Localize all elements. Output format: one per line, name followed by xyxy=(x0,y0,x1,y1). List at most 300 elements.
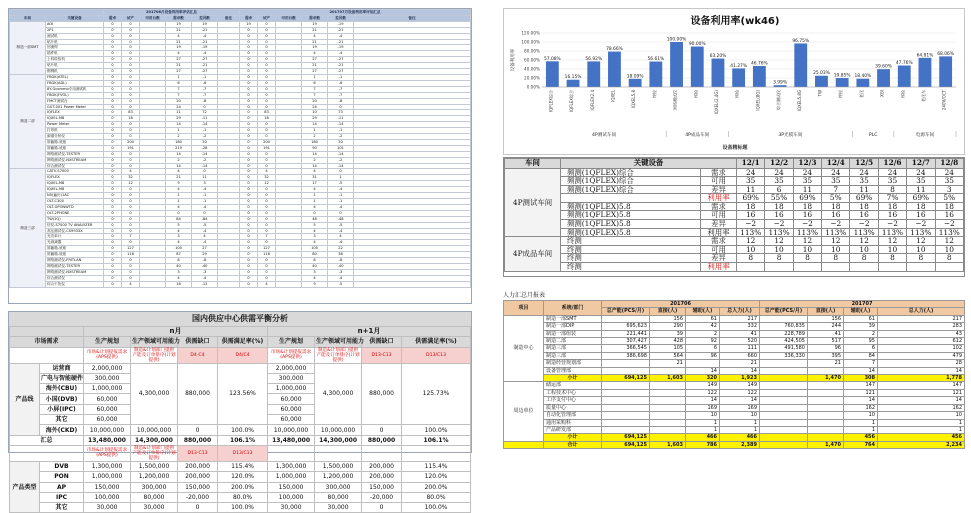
value-cell xyxy=(808,382,844,389)
bar xyxy=(856,79,869,87)
value-cell: −2 xyxy=(822,220,850,229)
equipment-name: 频测(1QFLEX)5.8 xyxy=(561,228,701,237)
value-cell: 0 xyxy=(258,86,276,92)
equipment-name: FMCT测试台 xyxy=(46,98,104,104)
equipment-name: IQFLEX xyxy=(46,110,104,116)
row-label: 海外(CKD) xyxy=(40,425,84,435)
value-cell: 8 xyxy=(907,254,935,263)
value-cell xyxy=(737,263,765,272)
value-cell: 0 xyxy=(122,193,140,199)
value-cell: 12 xyxy=(122,181,140,187)
value-cell: 14 xyxy=(302,122,328,128)
value-cell: 111 xyxy=(720,345,760,352)
empty-cell xyxy=(10,445,84,461)
value-cell: 0 xyxy=(104,116,122,122)
equipment-name: 8Y-Gcommo专用测试机 xyxy=(46,86,104,92)
value-cell: 14,300,000 xyxy=(131,435,178,445)
value-cell: 0 xyxy=(240,104,258,110)
source-note: D13-C13 xyxy=(362,347,402,363)
value-cell: 22 xyxy=(328,246,354,252)
value-cell: -40 xyxy=(192,263,218,269)
value-cell: 6 xyxy=(844,345,878,352)
value-cell: 0 xyxy=(240,157,258,163)
value-cell: 2 xyxy=(844,330,878,337)
column-header: 总人力(人) xyxy=(720,308,760,315)
table-row xyxy=(10,425,471,435)
value-cell: 1 xyxy=(720,426,760,433)
value-cell: 32 xyxy=(258,175,276,181)
value-cell: 0 xyxy=(240,63,258,69)
value-cell: 0 xyxy=(240,69,258,75)
value-cell: 1 xyxy=(878,419,965,426)
value-cell: 1 xyxy=(844,426,878,433)
value-cell: 300,000 xyxy=(268,373,315,383)
value-cell: 4 xyxy=(166,228,192,234)
value-cell: 14 xyxy=(166,151,192,157)
value-cell: 0 xyxy=(258,80,276,86)
value-cell: 60,000 xyxy=(84,404,131,414)
date-header: 12/3 xyxy=(793,159,821,169)
value-cell: 880,000 xyxy=(178,435,218,445)
empty-cell xyxy=(354,281,471,287)
value-cell: 10,000,000 xyxy=(268,425,315,435)
value-cell: 14 xyxy=(302,151,328,157)
value-cell: 0 xyxy=(104,163,122,169)
value-cell: 14 xyxy=(844,367,878,374)
value-cell: 0 xyxy=(104,80,122,86)
value-cell: 7% xyxy=(878,194,906,203)
metric-label: 差异 xyxy=(701,185,737,194)
value-cell: 17 xyxy=(302,181,328,187)
value-cell: 200 xyxy=(258,139,276,145)
date-header: 12/6 xyxy=(878,159,906,169)
metric-label: 利用率 xyxy=(701,228,737,237)
value-cell: 4,300,000 xyxy=(315,363,362,425)
value-cell: 24 xyxy=(935,168,963,177)
value-cell xyxy=(602,404,650,411)
value-cell: 113% xyxy=(878,228,906,237)
equipment-name: FBGK(ADL) xyxy=(46,80,104,86)
y-tick-label: 80.00% xyxy=(524,48,540,54)
value-cell: -2 xyxy=(328,157,354,163)
value-cell: 0 xyxy=(240,33,258,39)
value-cell: -21 xyxy=(328,39,354,45)
value-cell: 0 xyxy=(240,263,258,269)
source-note: 制造&计划部门提供产能及订单排序(计划提供) xyxy=(316,347,360,363)
column-header: 生产领域可用能力 xyxy=(316,338,365,346)
table-row xyxy=(504,345,965,352)
value-cell: -1 xyxy=(192,74,218,80)
value-cell: 1,000,000 xyxy=(268,472,315,482)
value-cell: 0 xyxy=(104,281,122,287)
value-cell: 0 xyxy=(122,69,140,75)
value-cell: 18 xyxy=(737,202,765,211)
value-cell xyxy=(765,263,793,272)
value-cell: 10 xyxy=(765,245,793,254)
value-cell xyxy=(808,426,844,433)
column-header: 生产规划 xyxy=(268,337,315,347)
value-cell: 0 xyxy=(104,246,122,252)
value-cell: 1 xyxy=(328,175,354,181)
value-cell: 92 xyxy=(686,338,720,345)
value-cell: 694,125 xyxy=(602,434,650,441)
value-cell: 880,000 xyxy=(362,435,402,445)
value-cell: 8 xyxy=(302,258,328,264)
workshop-daily-table xyxy=(504,158,964,272)
value-cell: 60,000 xyxy=(84,394,131,404)
column-header: 车间 xyxy=(10,15,46,21)
value-cell: 3 xyxy=(192,181,218,187)
value-cell: 30,000 xyxy=(84,503,131,513)
value-cell: -28 xyxy=(192,145,218,151)
value-cell: 12 xyxy=(935,237,963,246)
value-cell: -20,000 xyxy=(362,492,402,502)
group-label: 制造中心 xyxy=(504,315,544,382)
value-cell: -1 xyxy=(328,193,354,199)
value-cell: 80.0% xyxy=(218,492,268,502)
value-cell: 0 xyxy=(240,51,258,57)
value-cell: -48 xyxy=(328,216,354,222)
value-cell: 35 xyxy=(765,177,793,186)
value-cell: 0 xyxy=(362,503,402,513)
value-cell: 102 xyxy=(878,345,965,352)
value-cell: 0 xyxy=(122,33,140,39)
value-cell: 100 xyxy=(166,246,192,252)
value-cell: 113% xyxy=(935,228,963,237)
dept-name: 自动化管理部 xyxy=(544,412,602,419)
dept-name: 产品研发部 xyxy=(544,426,602,433)
value-cell: -4 xyxy=(192,33,218,39)
value-cell: 7 xyxy=(166,86,192,92)
bar xyxy=(712,59,725,87)
table-row xyxy=(504,338,965,345)
value-cell: 4 xyxy=(328,234,354,240)
column-header: 生产领域可用能力 xyxy=(132,338,181,346)
value-cell: 0 xyxy=(104,169,122,175)
empty-cell xyxy=(140,281,166,287)
value-cell: 0 xyxy=(258,151,276,157)
value-cell: 16 xyxy=(737,211,765,220)
value-cell: 39 xyxy=(844,323,878,330)
value-cell: -1 xyxy=(328,128,354,134)
value-cell: -5 xyxy=(328,281,354,287)
bar xyxy=(794,43,807,87)
value-cell: 28 xyxy=(878,360,965,367)
empty-cell xyxy=(315,445,362,461)
value-cell: 0 xyxy=(258,187,276,193)
value-cell: 332 xyxy=(720,323,760,330)
column-header: 供需缺口 xyxy=(178,337,218,347)
value-cell: -7 xyxy=(328,92,354,98)
value-cell: 0 xyxy=(178,425,218,435)
value-cell: 0 xyxy=(104,33,122,39)
dept-name: 设备管理部 xyxy=(544,367,602,374)
value-cell: 300,000 xyxy=(315,482,362,492)
value-cell: 8 xyxy=(765,254,793,263)
value-cell: -20,000 xyxy=(178,492,218,502)
value-cell: 200,000 xyxy=(178,472,218,482)
value-cell: 1 xyxy=(302,128,328,134)
value-cell: 7 xyxy=(166,92,192,98)
value-cell: 1 xyxy=(166,74,192,80)
value-cell: 0 xyxy=(122,39,140,45)
value-cell: 0 xyxy=(240,139,258,145)
value-cell: −2 xyxy=(737,220,765,229)
value-cell: -4 xyxy=(192,228,218,234)
value-cell: 4 xyxy=(302,204,328,210)
table-row xyxy=(504,382,965,389)
metric-label: 可用 xyxy=(701,211,737,220)
value-cell: 1 xyxy=(844,419,878,426)
equipment-name: 光衰减器 xyxy=(46,240,104,246)
value-cell: 2,234 xyxy=(878,441,965,448)
workshop-cell: 4P测试车间 xyxy=(505,168,561,237)
value-cell xyxy=(760,404,808,411)
dept-name: 制造经营规划部 xyxy=(544,360,602,367)
supply-demand-title: 国内供应中心供需平衡分析 xyxy=(9,312,471,326)
value-cell: 0 xyxy=(104,228,122,234)
value-cell: 466 xyxy=(686,434,720,441)
metric-label: 需求 xyxy=(701,168,737,177)
value-cell: 0 xyxy=(104,240,122,246)
source-note: 制造&计划部门提供产能及订单排序(计划提供) xyxy=(132,347,176,363)
value-cell: -4 xyxy=(192,204,218,210)
date-header: 12/1 xyxy=(737,159,765,169)
row-label: 其它 xyxy=(40,415,84,425)
value-cell: 6 xyxy=(686,345,720,352)
value-cell: 16 xyxy=(935,211,963,220)
value-cell: 200.0% xyxy=(402,482,471,492)
value-cell: 122 xyxy=(686,389,720,396)
value-cell: 36 xyxy=(328,252,354,258)
chart-title: 设备利用率(wk46) xyxy=(690,16,780,27)
value-cell: 12 xyxy=(907,237,935,246)
value-cell: 113% xyxy=(907,228,935,237)
value-cell: 16 xyxy=(822,211,850,220)
value-cell: 386,698 xyxy=(602,352,650,359)
value-cell: 1,000,000 xyxy=(84,472,131,482)
equipment-name: 上料检验机 xyxy=(46,57,104,63)
value-cell: 147 xyxy=(844,382,878,389)
value-cell: 8 xyxy=(878,254,906,263)
value-cell: 0 xyxy=(122,199,140,205)
monthly-equipment-table-panel xyxy=(8,8,472,304)
value-cell: 10 xyxy=(844,412,878,419)
value-cell: 5% xyxy=(935,194,963,203)
value-cell: 13,480,000 xyxy=(84,435,131,445)
value-cell: 150,000 xyxy=(84,482,131,492)
y-tick-label: 0.00% xyxy=(526,84,540,90)
x-tick-label: 终检 xyxy=(838,90,844,98)
value-cell: 0 xyxy=(240,187,258,193)
value-cell: -7 xyxy=(328,86,354,92)
value-cell xyxy=(808,389,844,396)
value-cell: 0 xyxy=(258,258,276,264)
value-cell: -5 xyxy=(328,222,354,228)
date-header: 12/4 xyxy=(822,159,850,169)
value-cell: -4 xyxy=(328,240,354,246)
value-cell: 35 xyxy=(935,177,963,186)
row-label: 运营商 xyxy=(40,363,84,373)
value-cell xyxy=(602,419,650,426)
value-cell: 0 xyxy=(240,86,258,92)
data-label: 57.08% xyxy=(543,56,561,62)
equipment-name: 插件机 xyxy=(46,51,104,57)
value-cell: -7 xyxy=(192,86,218,92)
value-cell: -4 xyxy=(328,275,354,281)
value-cell: 10 xyxy=(793,245,821,254)
value-cell xyxy=(760,360,808,367)
value-cell: 20 xyxy=(166,98,192,104)
value-cell: 0 xyxy=(328,210,354,216)
data-label: 46.76% xyxy=(750,61,768,67)
value-cell: 0 xyxy=(104,234,122,240)
value-cell: 1,000,000 xyxy=(268,384,315,394)
column-header: 车间 xyxy=(505,159,561,169)
table-row xyxy=(504,360,965,367)
value-cell: -4 xyxy=(192,51,218,57)
value-cell: 14 xyxy=(878,367,965,374)
value-cell: 162 xyxy=(878,404,965,411)
value-cell: 21 xyxy=(166,27,192,33)
value-cell: 106.1% xyxy=(402,435,471,445)
value-cell: 3 xyxy=(302,234,328,240)
value-cell: 300,000 xyxy=(84,373,131,383)
value-cell: 564 xyxy=(650,352,686,359)
value-cell xyxy=(760,434,808,441)
column-header: 生产规划 xyxy=(84,337,131,347)
value-cell: 16 xyxy=(878,211,906,220)
value-cell: 16 xyxy=(850,211,878,220)
metric-label: 利用率 xyxy=(701,263,737,272)
equipment-name: IQXEL-M8 xyxy=(46,187,104,193)
value-cell: -2 xyxy=(328,134,354,140)
x-tick-label: 终检 xyxy=(734,90,740,98)
value-cell: 24 xyxy=(302,104,328,110)
value-cell: -14 xyxy=(328,163,354,169)
supply-demand-table xyxy=(9,326,471,513)
value-cell: -3 xyxy=(192,269,218,275)
value-cell: 83 xyxy=(258,110,276,116)
value-cell: 307,427 xyxy=(602,338,650,345)
value-cell: 0 xyxy=(258,228,276,234)
data-label: 18.40% xyxy=(854,74,872,80)
metric-label: 利用率 xyxy=(701,194,737,203)
value-cell xyxy=(760,389,808,396)
workshop-cell: 制造三部 xyxy=(10,169,46,287)
equipment-name: 终测 xyxy=(561,245,701,254)
value-cell: 9 xyxy=(302,281,328,287)
equipment-name: 屏蔽箱-底座 xyxy=(46,145,104,151)
data-label: 47.76% xyxy=(895,61,913,67)
value-cell: 0 xyxy=(104,92,122,98)
y-tick-label: 120.00% xyxy=(521,30,540,36)
utilization-bar-chart xyxy=(504,9,966,156)
value-cell: 0 xyxy=(240,151,258,157)
equipment-name: IQXEL-M8 xyxy=(46,116,104,122)
value-cell: 0 xyxy=(104,216,122,222)
value-cell: 456 xyxy=(844,434,878,441)
month-header: 201707 xyxy=(760,301,965,308)
value-cell: 14,300,000 xyxy=(315,435,362,445)
value-cell: 18 xyxy=(258,116,276,122)
value-cell: 21 xyxy=(720,360,760,367)
value-cell: 0 xyxy=(258,134,276,140)
value-cell xyxy=(650,412,686,419)
value-cell: 760,835 xyxy=(760,323,808,330)
value-cell: -27 xyxy=(192,57,218,63)
month-header: 201706 xyxy=(602,301,760,308)
hr-summary-title: 人力汇总月报表 xyxy=(503,292,546,299)
value-cell: 520 xyxy=(720,338,760,345)
value-cell: 113% xyxy=(765,228,793,237)
equipment-name: 频测(1QFLEX)综合 xyxy=(561,168,701,177)
utilization-chart-panel xyxy=(503,8,965,155)
value-cell: 200,000 xyxy=(362,461,402,471)
value-cell: 0 xyxy=(104,181,122,187)
dept-name: 制造二部 xyxy=(544,338,602,345)
value-cell: 1 xyxy=(302,193,328,199)
header-201706: 201706月设备利用率评估汇总 xyxy=(104,10,240,16)
value-cell: -8 xyxy=(192,258,218,264)
dept-name: 制造三部 xyxy=(544,352,602,359)
value-cell: 105 xyxy=(650,345,686,352)
value-cell: 40 xyxy=(302,263,328,269)
source-note-row xyxy=(10,445,471,461)
value-cell: 29 xyxy=(192,252,218,258)
value-cell: 12 xyxy=(258,181,276,187)
value-cell: 27 xyxy=(302,57,328,63)
date-header: 12/8 xyxy=(935,159,963,169)
empty-cell xyxy=(276,281,302,287)
equipment-name: 屏蔽箱-底座 xyxy=(46,139,104,145)
value-cell: 228,789 xyxy=(760,330,808,337)
data-label: 56.61% xyxy=(647,57,665,63)
value-cell: 200.0% xyxy=(218,482,268,492)
value-cell: 95 xyxy=(844,338,878,345)
value-cell: 2 xyxy=(686,330,720,337)
data-label: 63.20% xyxy=(709,54,727,60)
y-axis-label: 设备利用率 xyxy=(511,48,516,72)
hr-summary-table xyxy=(503,300,965,449)
equipment-name: 频测(1QFLEX)5.8 xyxy=(561,211,701,220)
value-cell xyxy=(760,441,808,448)
table-row xyxy=(504,404,965,411)
value-cell: 115.4% xyxy=(402,461,471,471)
value-cell: 0 xyxy=(240,199,258,205)
month-n1-header: n+1月 xyxy=(268,327,471,337)
value-cell: 10 xyxy=(850,245,878,254)
value-cell: 0 xyxy=(258,74,276,80)
value-cell: 0 xyxy=(122,275,140,281)
table-row xyxy=(505,177,964,186)
value-cell: 169 xyxy=(686,404,720,411)
value-cell: 1 xyxy=(878,426,965,433)
value-cell: 395 xyxy=(808,352,844,359)
table-row xyxy=(10,503,471,513)
column-header: 备注 xyxy=(354,15,471,21)
row-label: AP xyxy=(40,482,84,492)
value-cell: 16 xyxy=(907,211,935,220)
value-cell: 7 xyxy=(302,86,328,92)
value-cell: 24 xyxy=(850,168,878,177)
value-cell: 0 xyxy=(104,151,122,157)
bar xyxy=(815,76,828,87)
value-cell: 0 xyxy=(122,134,140,140)
value-cell: 0 xyxy=(240,39,258,45)
value-cell: 786 xyxy=(686,441,720,448)
value-cell: 0 xyxy=(258,199,276,205)
